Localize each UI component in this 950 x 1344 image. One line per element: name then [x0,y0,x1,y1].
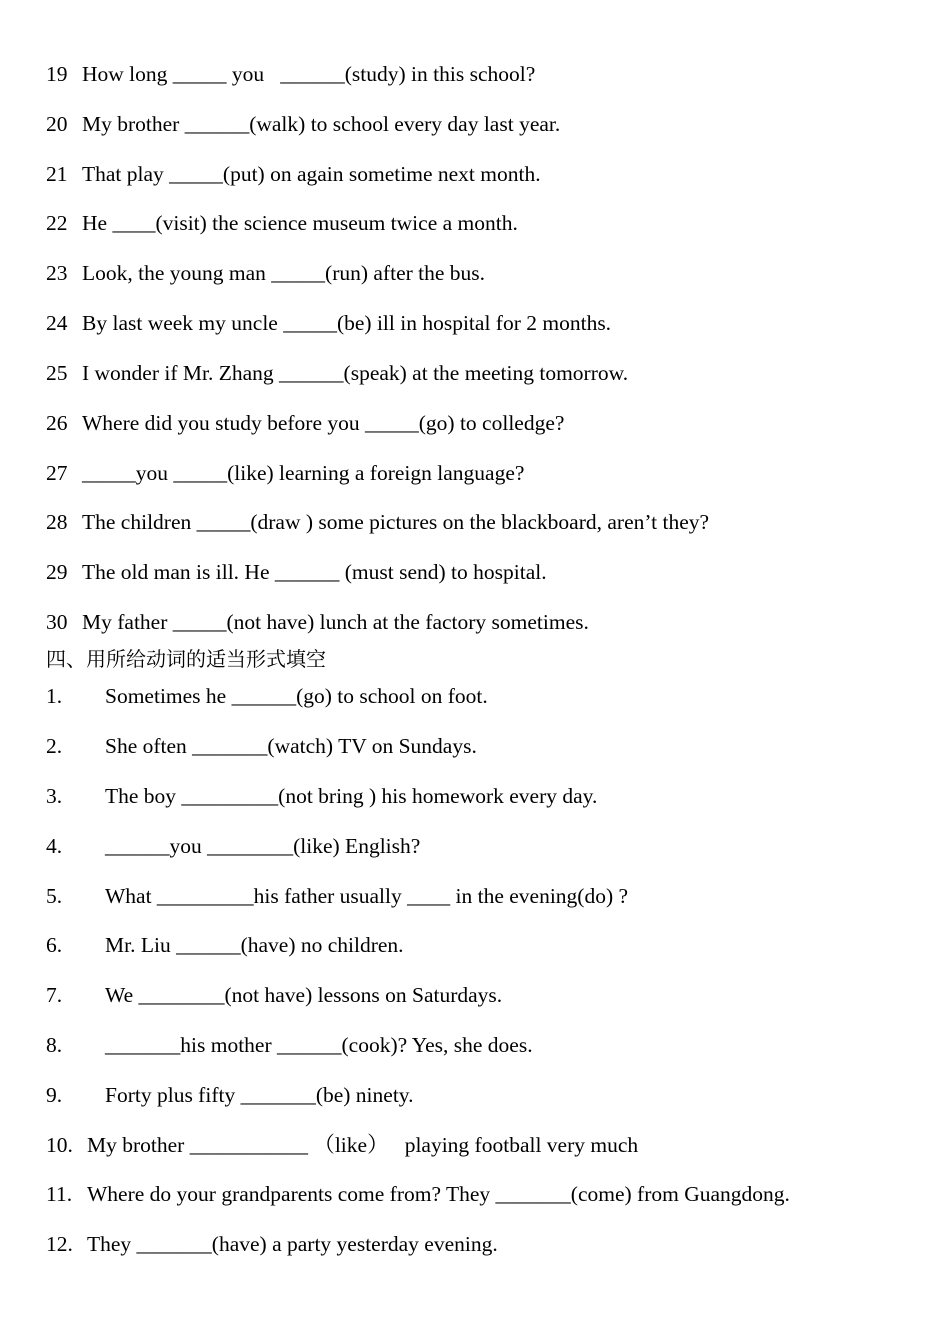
item-text: That play _____(put) on again sometime next month. [82,162,541,186]
item-number: 19 [46,62,68,86]
item-number: 9. [46,1083,63,1107]
item-text: My brother ___________ （like） playing football very much [87,1133,639,1157]
item-number: 7. [46,983,63,1007]
item-text: The children _____(draw ) some pictures on the blackboard, aren’t they? [82,510,710,534]
exercise-item [46,463,524,485]
exercise-item [46,935,404,957]
item-number: 3. [46,784,63,808]
item-text: By last week my uncle _____(be) ill in hospital for 2 months. [82,311,612,335]
exercise-item [46,736,477,758]
item-number: 4. [46,834,63,858]
exercise-item [46,363,628,385]
item-text: She often _______(watch) TV on Sundays. [105,734,477,758]
exercise-item [46,1035,533,1057]
item-number: 5. [46,884,63,908]
item-text: We ________(not have) lessons on Saturdays. [105,983,503,1007]
item-number: 26 [46,411,68,435]
item-number: 24 [46,311,68,335]
exercise-item [46,1135,638,1157]
exercise-item [46,413,564,435]
exercise-item [46,562,547,584]
item-text: Forty plus fifty _______(be) ninety. [105,1083,414,1107]
exercise-item [46,612,589,634]
item-text: Where do your grandparents come from? They _______(come) from Guangdong. [87,1182,790,1206]
item-number: 25 [46,361,68,385]
item-number: 22 [46,211,68,235]
item-number: 11. [46,1182,73,1206]
exercise-item [46,512,709,534]
exercise-item [46,263,485,285]
item-text: The old man is ill. He ______ (must send) to hospital. [82,560,547,584]
item-number: 27 [46,461,68,485]
item-text: The boy _________(not bring ) his homework every day. [105,784,598,808]
item-number: 6. [46,933,63,957]
item-text: How long _____ you ______(study) in this school? [82,62,536,86]
exercise-item [46,836,420,858]
exercise-item [46,1085,414,1107]
item-text: I wonder if Mr. Zhang ______(speak) at the meeting tomorrow. [82,361,629,385]
item-text: My brother ______(walk) to school every day last year. [82,112,561,136]
exercise-item [46,886,628,908]
item-text: What _________his father usually ____ in the evening(do) ? [105,884,629,908]
section-heading: 四、用所给动词的适当形式填空 [46,647,326,671]
item-text: ______you ________(like) English? [105,834,421,858]
exercise-item [46,1234,498,1256]
exercise-item [46,64,535,86]
item-number: 30 [46,610,68,634]
item-text: _______his mother ______(cook)? Yes, she does. [105,1033,533,1057]
exercise-item [46,213,518,235]
item-number: 20 [46,112,68,136]
item-text: He ____(visit) the science museum twice a month. [82,211,518,235]
item-number: 1. [46,684,63,708]
item-number: 23 [46,261,68,285]
item-number: 29 [46,560,68,584]
exercise-item [46,164,541,186]
item-text: _____you _____(like) learning a foreign language? [82,461,525,485]
item-number: 10. [46,1133,73,1157]
item-number: 2. [46,734,63,758]
item-text: Sometimes he ______(go) to school on foot. [105,684,488,708]
item-text: Mr. Liu ______(have) no children. [105,933,404,957]
item-text: Where did you study before you _____(go) to colledge? [82,411,565,435]
exercise-item [46,313,611,335]
item-text: My father _____(not have) lunch at the factory sometimes. [82,610,589,634]
item-text: They _______(have) a party yesterday evening. [87,1232,498,1256]
exercise-item [46,985,502,1007]
exercise-item [46,686,488,708]
exercise-item [46,114,560,136]
exercise-item [46,1184,790,1206]
exercise-item [46,786,597,808]
item-number: 8. [46,1033,63,1057]
item-number: 28 [46,510,68,534]
item-number: 21 [46,162,68,186]
item-number: 12. [46,1232,73,1256]
item-text: Look, the young man _____(run) after the bus. [82,261,486,285]
